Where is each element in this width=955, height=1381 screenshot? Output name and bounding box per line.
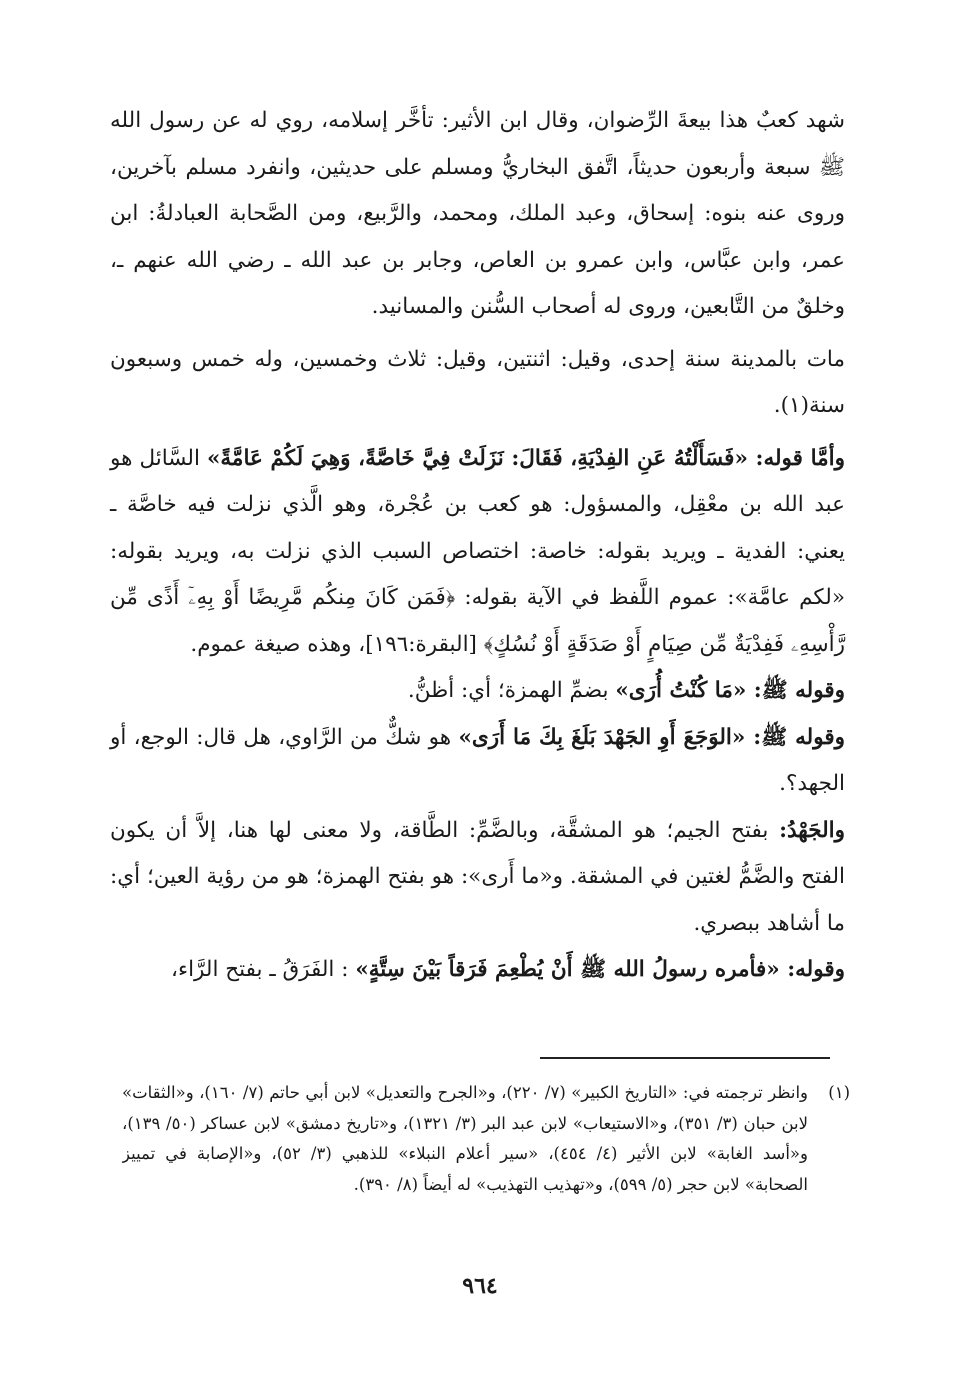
quote-faraq: وقوله: «فأمره رسولُ الله ﷺ أَنْ يُطْعِمَ فَرَقاً بَيْنَ سِتَّةٍ» [355,957,845,982]
commentary-jahd: بفتح الجيم؛ هو المشقَّة، وبالضَّمِّ: الطَّاقة، ولا معنى لها هنا، إلاَّ أن يكون الفتح والضَّمُّ لغتين في المشقة. و«ما أَرى»: هو بفتح الهمزة؛ هو من رؤية العين؛ أي: ما أشاهد ببصري. [110,817,845,936]
main-text [110,98,845,994]
footnote [122,1078,850,1200]
paragraph-death: مات بالمدينة سنة إحدى، وقيل: اثنتين، وقيل: ثلاث وخمسين، وله خمس وسبعون سنة(١). [110,346,845,418]
quote-ura: وقوله ﷺ: «مَا كُنْتُ أُرَى» [615,678,845,703]
page-number: ٩٦٤ [462,1273,498,1299]
commentary-faraq: : الفَرَقُ ـ بفتح الرَّاء، [171,957,349,982]
quote-fidya: وأمَّا قوله: «فَسَأَلْتُهُ عَنِ الفِدْيَةِ، فَقَالَ: نَزَلَتْ فِيَّ خَاصَّةً، وَهِيَ لَكُمْ عَامَّةً» [206,445,845,471]
paragraph-ura [110,668,845,715]
paragraph-fidya [110,436,845,669]
term-jahd: والجَهْدُ: [779,817,845,843]
footnote-marker: (١) [828,1083,850,1102]
quote-wajaa: وقوله ﷺ: «الوَجَعَ أَوِ الجَهْدَ بَلَغَ بِكَ مَا أَرَى» [458,724,845,750]
commentary-wajaa: هو شكٌّ من الرَّاوي، هل قال: الوجع، أو الجهد؟. [110,724,845,796]
footnote-text: وانظر ترجمته في: «التاريخ الكبير» (٧/ ٢٢٠)، و«الجرح والتعديل» لابن أبي حاتم (٧/ ١٦٠)، و«الثقات» لابن حبان (٣/ ٣٥١)، و«الاستيعاب» لابن عبد البر (٣/ ١٣٢١)، و«تاريخ دمشق» لابن عساكر (٥٠/ ١٣٩)، و«أسد الغابة» لابن الأثير (٤/ ٤٥٤)، «سير أعلام النبلاء» للذهبي (٣/ ٥٢)، و«الإصابة في تمييز الصحابة» لابن حجر (٥/ ٥٩٩)، و«تهذيب التهذيب» له أيضاً (٨/ ٣٩٠). [122,1083,808,1194]
paragraph-biography: شهد كعبٌ هذا بيعةَ الرِّضوان، وقال ابن الأثير: تأخَّر إسلامه، روي له عن رسول الله ﷺ سبعة وأربعون حديثاً، اتَّفق البخاريُّ ومسلم على حديثين، وانفرد مسلم بآخرين، وروى عنه بنوه: إسحاق، وعبد الملك، ومحمد، والرَّبيع، ومن الصَّحابة العبادلةُ: ابن عمر، وابن عبَّاس، وابن عمرو بن العاص، وجابر بن عبد الله ـ رضي الله عنهم ـ، وخلقٌ من التَّابعين، وروى له أصحاب السُّنن والمسانيد. [110,108,845,319]
commentary-ura: بضمِّ الهمزة؛ أي: أظنُّ. [407,678,609,703]
footnote-separator [540,1057,830,1059]
paragraph-wajaa [110,715,845,808]
paragraph-jahd [110,808,845,948]
paragraph-faraq [110,947,845,994]
commentary-fidya: السَّائل هو عبد الله بن معْقِل، والمسؤول: هو كعب بن عُجْرة، وهو الَّذي نزلت فيه خاصَّة ـ يعني: الفدية ـ ويريد بقوله: خاصة: اختصاص السبب الذي نزلت به، ويريد بقوله: «لكم عامَّة»: عموم اللَّفظ في الآية بقوله: ﴿فَمَن كَانَ مِنكُم مَّرِيضًا أَوْ بِهِۦٓ أَذًى مِّن رَّأْسِهِۦ فَفِدْيَةٌ مِّن صِيَامٍ أَوْ صَدَقَةٍ أَوْ نُسُكٍ﴾ [البقرة:١٩٦]، وهذه صيغة عموم. [110,445,845,657]
